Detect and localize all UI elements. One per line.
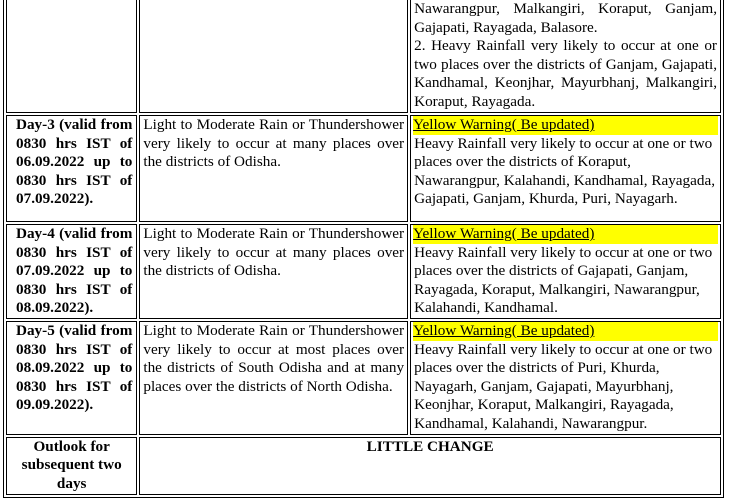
warning-cell [410,321,721,435]
warning-text: Heavy Rainfall very likely to occur at one or two places over the districts of Koraput, Nawarangpur, Kalahandi, Kandhamal, Rayagada, Gajapati, Ganjam, Khurda, Puri, Nayagarh. [414,134,716,208]
table-row-outlook [6,437,721,495]
description-cell [139,0,408,113]
outlook-value: LITTLE CHANGE [139,437,721,495]
yellow-warning-label: Yellow Warning( Be updated) [413,225,718,244]
table-row-day-4 [6,224,721,319]
day-cell: Day-3 (valid from 0830 hrs IST of 06.09.2022 up to 0830 hrs IST of 07.09.2022). [6,115,137,222]
districts-text: Nawarangpur, Malkangiri, Koraput, Ganjam, Gajapati, Rayagada, Balasore. [414,0,717,36]
table-row-continuation [6,0,721,113]
day-cell [6,0,137,113]
forecast-table [3,0,724,498]
warning-cell [410,0,721,113]
warning-text: Heavy Rainfall very likely to occur at one or two places over the districts of Gajapati, Ganjam, Rayagada, Koraput, Malkangiri, Nawarangpur, Kalahandi, Kandhamal. [414,243,713,317]
day-cell: Day-5 (valid from 0830 hrs IST of 08.09.2022 up to 0830 hrs IST of 09.09.2022). [6,321,137,435]
outlook-label: Outlook for subsequent two days [6,437,137,495]
description-cell: Light to Moderate Rain or Thundershower very likely to occur at many places over the districts of Odisha. [139,224,408,319]
warning-cell [410,224,721,319]
day-cell: Day-4 (valid from 0830 hrs IST of 07.09.2022 up to 0830 hrs IST of 08.09.2022). [6,224,137,319]
description-cell: Light to Moderate Rain or Thundershower very likely to occur at many places over the districts of Odisha. [139,115,408,222]
warning-cell [410,115,721,222]
yellow-warning-label: Yellow Warning( Be updated) [413,322,718,341]
heavy-rainfall-item-2: 2. Heavy Rainfall very likely to occur at one or two places over the districts of Ganjam, Gajapati, Kandhamal, Keonjhar, Mayurbhanj, Malkangiri, Koraput, Rayagada. [414,37,717,110]
description-cell: Light to Moderate Rain or Thundershower very likely to occur at most places over the districts of South Odisha and at many places over the districts of North Odisha. [139,321,408,435]
table-row-day-5 [6,321,721,435]
warning-text: Heavy Rainfall very likely to occur at one or two places over the districts of Puri, Khurda, Nayagarh, Ganjam, Gajapati, Mayurbhanj, Keonjhar, Koraput, Malkangiri, Rayagada, Kandhamal, Kalahandi, Nawarangpur. [414,340,713,432]
table-row-day-3 [6,115,721,222]
yellow-warning-label: Yellow Warning( Be updated) [413,116,718,135]
